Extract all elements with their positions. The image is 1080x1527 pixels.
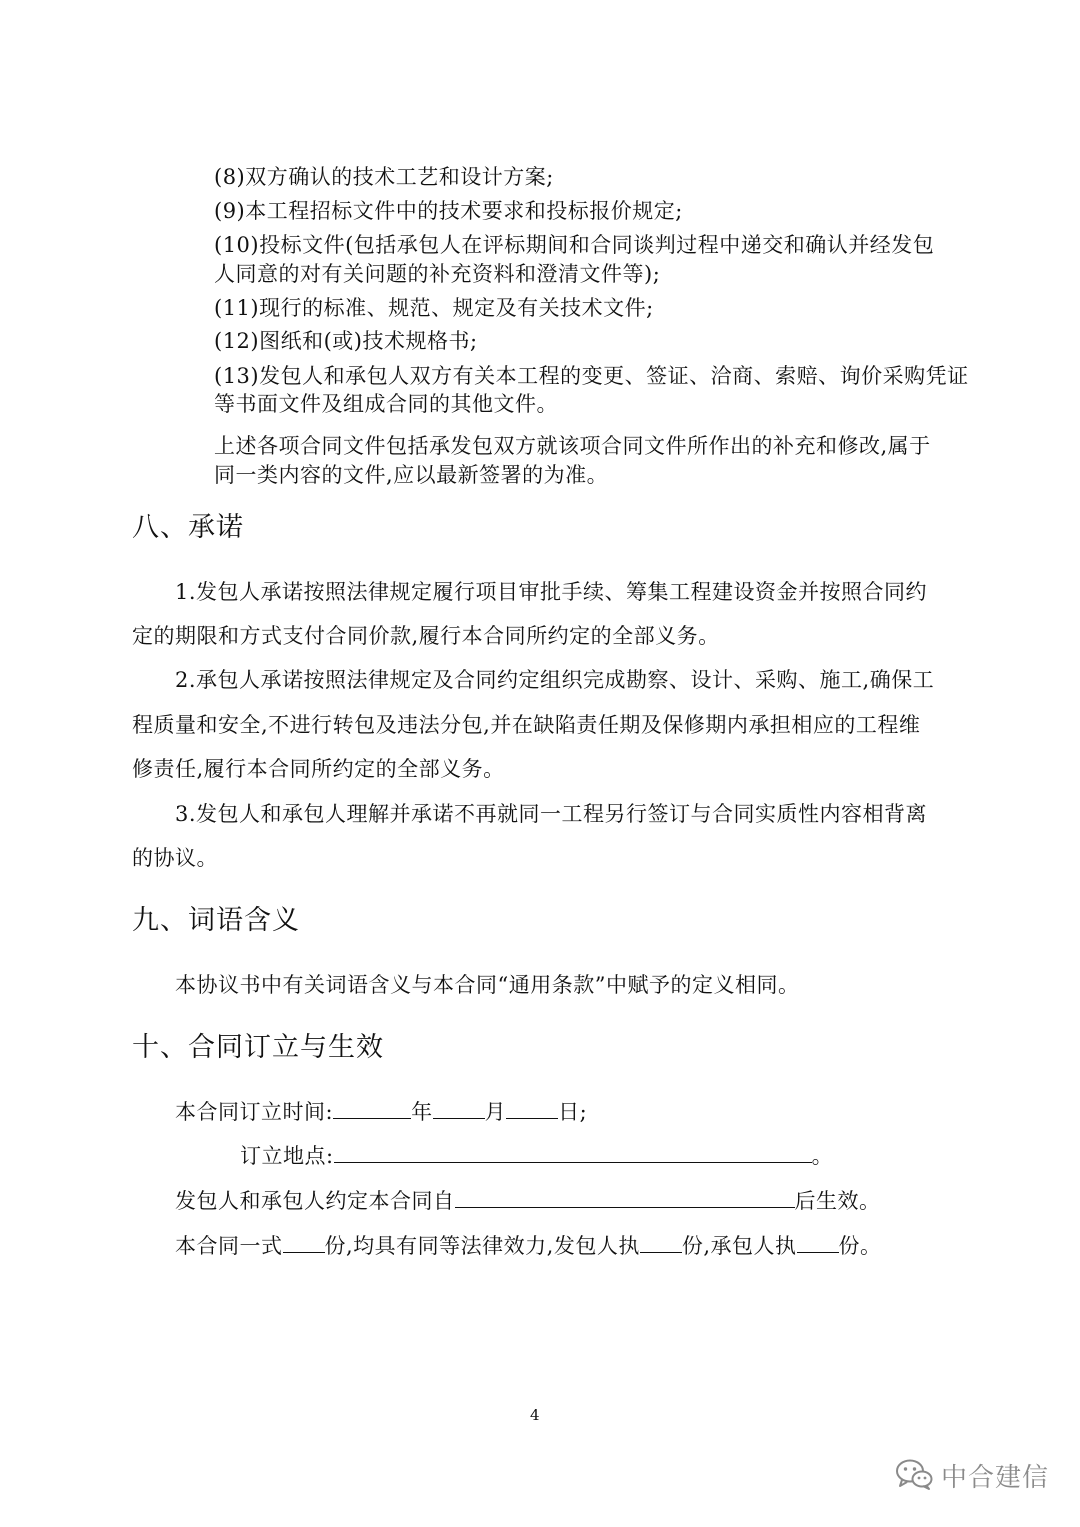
- wechat-icon: [895, 1458, 933, 1494]
- signing-place-line: [240, 1141, 833, 1171]
- effective-line: [175, 1186, 881, 1216]
- watermark: [895, 1457, 1049, 1494]
- paragraph-line: 的协议。: [132, 846, 218, 870]
- signing-time-label: 本合同订立时间:: [175, 1100, 334, 1124]
- year-blank[interactable]: [333, 1098, 411, 1119]
- place-blank[interactable]: [334, 1142, 812, 1163]
- paragraph-line: 本协议书中有关词语含义与本合同“通用条款”中赋予的定义相同。: [175, 973, 800, 997]
- paragraph-line: 定的期限和方式支付合同价款,履行本合同所约定的全部义务。: [132, 624, 720, 648]
- copies-line: [175, 1231, 882, 1261]
- place-end: 。: [811, 1144, 834, 1168]
- effective-suffix: 后生效。: [794, 1189, 881, 1213]
- signing-place-label: 订立地点:: [240, 1144, 334, 1168]
- list-item: (9)本工程招标文件中的技术要求和投标报价规定;: [214, 199, 683, 223]
- priority-paragraph-line: 同一类内容的文件,应以最新签署的为准。: [214, 463, 609, 487]
- paragraph-line: 2.承包人承诺按照法律规定及合同约定组织完成勘察、设计、采购、施工,确保工: [175, 668, 935, 692]
- section-9-title: 九、词语含义: [132, 905, 300, 936]
- copies-text-2: 份,均具有同等法律效力,发包人执: [324, 1234, 640, 1258]
- day-label: 日;: [558, 1100, 588, 1124]
- list-item: (8)双方确认的技术工艺和设计方案;: [214, 165, 554, 189]
- list-item: (13)发包人和承包人双方有关本工程的变更、签证、洽商、索赔、询价采购凭证: [214, 364, 969, 388]
- month-label: 月: [484, 1100, 507, 1124]
- copies-text-3: 份,承包人执: [681, 1234, 797, 1258]
- copies-text-1: 本合同一式: [175, 1234, 283, 1258]
- list-item: (12)图纸和(或)技术规格书;: [214, 329, 478, 353]
- priority-paragraph-line: 上述各项合同文件包括承发包双方就该项合同文件所作出的补充和修改,属于: [214, 434, 931, 458]
- year-label: 年: [411, 1100, 433, 1124]
- copies-text-4: 份。: [838, 1234, 882, 1258]
- day-blank[interactable]: [506, 1098, 558, 1119]
- total-copies-blank[interactable]: [283, 1232, 325, 1253]
- list-item: (10)投标文件(包括承包人在评标期间和合同谈判过程中递交和确认并经发包: [214, 233, 935, 257]
- page-number: 4: [530, 1406, 540, 1424]
- list-item: (11)现行的标准、规范、规定及有关技术文件;: [214, 296, 654, 320]
- paragraph-line: 1.发包人承诺按照法律规定履行项目审批手续、筹集工程建设资金并按照合同约: [175, 580, 928, 604]
- effective-prefix: 发包人和承包人约定本合同自: [175, 1189, 455, 1213]
- watermark-text: 中合建信: [941, 1463, 1050, 1493]
- signing-time-line: [175, 1097, 587, 1127]
- section-8-title: 八、承诺: [132, 512, 244, 543]
- contractor-copies-blank[interactable]: [797, 1232, 839, 1253]
- employer-copies-blank[interactable]: [640, 1232, 682, 1253]
- paragraph-line: 修责任,履行本合同所约定的全部义务。: [132, 757, 505, 781]
- month-blank[interactable]: [433, 1098, 485, 1119]
- paragraph-line: 3.发包人和承包人理解并承诺不再就同一工程另行签订与合同实质性内容相背离: [175, 802, 928, 826]
- list-item: 人同意的对有关问题的补充资料和澄清文件等);: [214, 262, 661, 286]
- paragraph-line: 程质量和安全,不进行转包及违法分包,并在缺陷责任期及保修期内承担相应的工程维: [132, 713, 921, 737]
- effective-blank[interactable]: [455, 1187, 795, 1208]
- list-item: 等书面文件及组成合同的其他文件。: [214, 392, 558, 416]
- section-10-title: 十、合同订立与生效: [132, 1032, 384, 1063]
